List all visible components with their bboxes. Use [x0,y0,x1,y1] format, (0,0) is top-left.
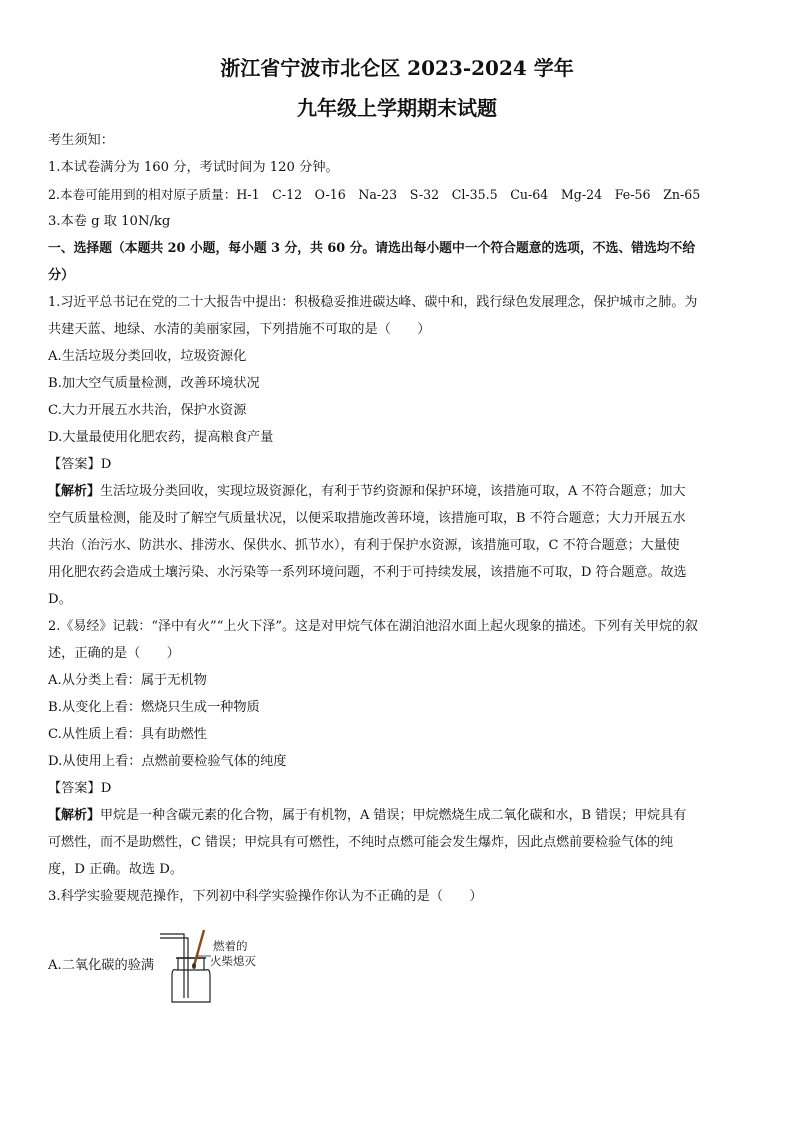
answer: 【答案】D [48,457,112,472]
notice-heading: 考生须知： [48,133,114,148]
exam-subtitle: 九年级上学期期末试题 [297,96,497,120]
option-b: B.从变化上看：燃烧只生成一种物质 [48,700,260,715]
notice-item: 1.本试卷满分为 160 分，考试时间为 120 分钟。 [48,160,339,175]
analysis [48,807,750,825]
section-heading: 一、选择题（本题共 20 小题，每小题 3 分，共 60 分。请选出每小题中一个符合题意的选项，不选、错选均不给 [48,241,696,256]
option-c: C.从性质上看：具有助燃性 [48,727,207,742]
analysis [48,483,750,501]
analysis-text: 空气质量检测，能及时了解空气质量状况，以便采取措施改善环境，该措施可取，B 不符合题意；大力开展五水 [48,511,686,526]
option-a: A.生活垃圾分类回收，垃圾资源化 [48,349,247,364]
notice-item: 2.本卷可能用到的相对原子质量：H-1 C-12 O-16 Na-23 S-32 Cl-35.5 Cu-64 Mg-24 Fe-56 Zn-65 [48,187,701,202]
section-heading-cont: 分） [48,268,75,283]
question-stem: 3.科学实验要规范操作，下列初中科学实验操作你认为不正确的是（ ） [48,889,483,904]
analysis-text: 甲烷是一种含碳元素的化合物，属于有机物，A 错误；甲烷燃烧生成二氧化碳和水，B 错误；甲烷具有 [100,808,687,823]
question-stem: 1.习近平总书记在党的二十大报告中提出：积极稳妥推进碳达峰、碳中和，践行绿色发展理念，保护城市之肺。为 [48,295,698,310]
exam-title: 浙江省宁波市北仑区 2023-2024 学年 [220,56,574,80]
option-a-figure [48,928,348,1008]
gas-bottle-diagram [48,928,348,1008]
analysis-text: 生活垃圾分类回收，实现垃圾资源化，有利于节约资源和保护环境，该措施可取，A 不符合题意；加大 [100,484,686,499]
gas-bottle [172,970,210,1002]
analysis-text: 度，D 正确。故选 D。 [48,862,184,877]
option-a: A.从分类上看：属于无机物 [48,673,207,688]
question-stem: 2.《易经》记载：“泽中有火”“上火下泽”。这是对甲烷气体在湖泊池沼水面上起火现象的描述。下列有关甲烷的叙 [48,619,698,634]
bottle-neck [178,958,204,970]
analysis-text: 可燃性，而不是助燃性，C 错误；甲烷具有可燃性，不纯时点燃可能会发生爆炸，因此点燃前要检验气体的纯 [48,835,674,850]
analysis-label: 【解析】 [48,484,101,499]
question-stem: 述，正确的是（ ） [48,646,180,661]
figure-label-line1: 燃着的 [213,939,248,953]
match-head [192,963,196,969]
answer: 【答案】D [48,781,112,796]
figure-label-line2: 火柴熄灭 [210,954,256,968]
analysis-label: 【解析】 [48,808,101,823]
analysis-text: 用化肥农药会造成土壤污染、水污染等一系列环境问题，不利于可持续发展，该措施不可取，D 符合题意。故选 [48,565,687,580]
analysis-text: D。 [48,592,72,607]
option-d: D.从使用上看：点燃前要检验气体的纯度 [48,754,287,769]
question-stem: 共建天蓝、地绿、水清的美丽家园，下列措施不可取的是（ ） [48,322,431,337]
notice-item: 3.本卷 g 取 10N/kg [48,214,171,229]
option-b: B.加大空气质量检测，改善环境状况 [48,376,260,391]
burning-match [194,930,204,966]
option-d: D.大量最使用化肥农药，提高粮食产量 [48,430,274,445]
option-a: A.二氧化碳的验满 [48,958,155,973]
analysis-text: 共治（治污水、防洪水、排涝水、保供水、抓节水），有利于保护水资源，该措施可取，C 不符合题意；大量使 [48,538,680,553]
option-c: C.大力开展五水共治，保护水资源 [48,403,247,418]
